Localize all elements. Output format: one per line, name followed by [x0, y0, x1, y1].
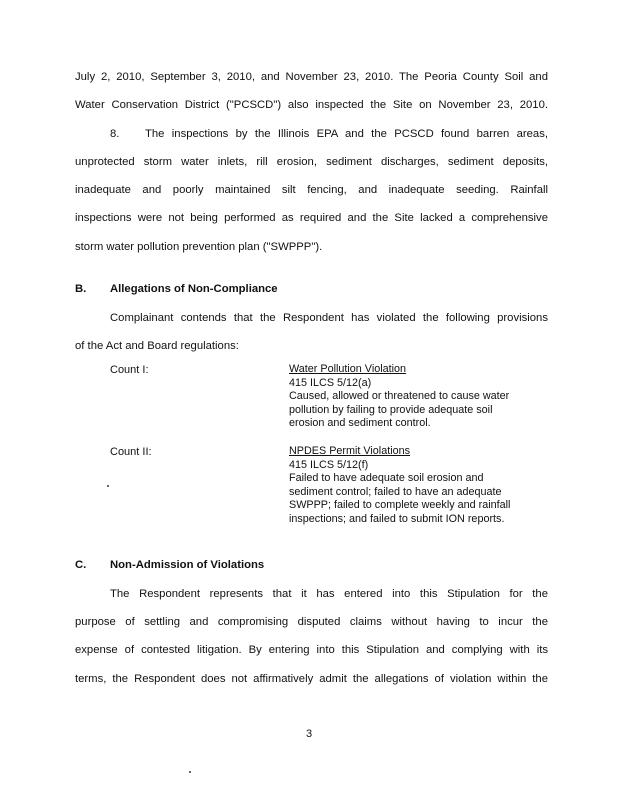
section-c-letter: C. [75, 559, 87, 571]
count-1-description-line: pollution by failing to provide adequate soil [289, 403, 493, 416]
paragraph-text: The inspections by the Illinois EPA and the PCSCD found barren areas, [145, 128, 548, 140]
paragraph-continuation-line: Water Conservation District ("PCSCD") also inspected the Site on November 23, 2010. [75, 99, 548, 111]
paragraph-line: storm water pollution prevention plan ("SWPPP"). [75, 241, 323, 253]
count-1-label: Count I: [110, 364, 149, 376]
paragraph-line: purpose of settling and compromising disputed claims without having to incur the [75, 616, 548, 628]
count-2-label: Count II: [110, 446, 152, 458]
paragraph-line: inspections were not being performed as required and the Site lacked a comprehensive [75, 212, 548, 224]
count-1-title: Water Pollution Violation [289, 363, 407, 375]
count-2-description-line: SWPPP; failed to complete weekly and rainfall [289, 499, 511, 511]
count-1-details [289, 363, 549, 431]
count-1-description-line: Caused, allowed or threatened to cause water [289, 390, 510, 402]
section-b-title: Allegations of Non-Compliance [110, 283, 278, 295]
page-number: 3 [306, 728, 313, 740]
section-b-letter: B. [75, 283, 87, 295]
section-c-text: The Respondent represents that it has entered into this Stipulation for the [110, 588, 548, 600]
paragraph-line: expense of contested litigation. By entering into this Stipulation and complying with its [75, 644, 548, 656]
scan-speck [189, 771, 191, 773]
count-2-details [289, 445, 549, 526]
count-2-description-line: sediment control; failed to have an adequate [289, 485, 502, 498]
paragraph-line: inadequate and poorly maintained silt fencing, and inadequate seeding. Rainfall [75, 184, 548, 196]
scan-speck [107, 485, 109, 487]
paragraph-line: unprotected storm water inlets, rill erosion, sediment discharges, sediment deposits, [75, 156, 548, 168]
count-2-description-line: Failed to have adequate soil erosion and [289, 472, 484, 484]
paragraph-continuation-line: July 2, 2010, September 3, 2010, and November 23, 2010. The Peoria County Soil and [75, 71, 548, 83]
section-b-intro-text: Complainant contends that the Respondent has violated the following provisions [110, 312, 548, 324]
count-1-citation: 415 ILCS 5/12(a) [289, 376, 372, 389]
count-2-description-line: inspections; and failed to submit ION reports. [289, 512, 505, 525]
count-1-description-line: erosion and sediment control. [289, 417, 431, 429]
section-c-title: Non-Admission of Violations [110, 559, 265, 571]
paragraph-number: 8. [110, 128, 120, 140]
section-b-intro-line2: of the Act and Board regulations: [75, 340, 239, 352]
count-2-title: NPDES Permit Violations [289, 445, 411, 457]
paragraph-line: terms, the Respondent does not affirmatively admit the allegations of violation within the [75, 673, 548, 685]
count-2-citation: 415 ILCS 5/12(f) [289, 458, 369, 471]
